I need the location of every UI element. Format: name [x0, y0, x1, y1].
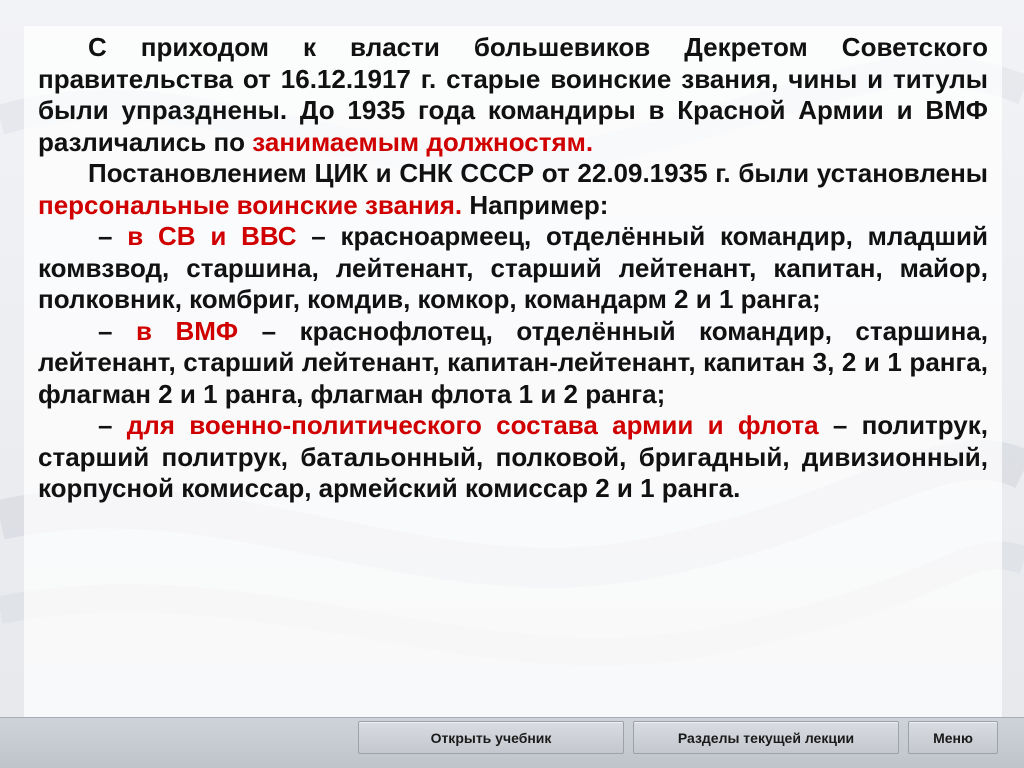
list-item-ground-air [38, 221, 988, 316]
ranks-navy: – краснофлотец, отделённый командир, старшина, лейтенант, старший лейтенант, капитан-лейтенант, капитан 3, 2 и 1 ранга, флагман 2 и 1 ранга, флагман флота 1 и 2 ранга; [38, 315, 988, 409]
list-dash: – [98, 221, 128, 251]
slide-text [38, 32, 988, 505]
list-item-political [38, 410, 988, 505]
highlight-ground-air: в СВ и ВВС [127, 221, 297, 251]
ranks-ground-air: – красноармеец, отделённый командир, младший комвзвод, старшина, лейтенант, старший лейтенант, капитан, майор, полковник, комбриг, комдив, комкор, командарм 2 и 1 ранга; [38, 221, 988, 314]
paragraph-decree-example: Например: [462, 189, 609, 220]
highlight-personal-ranks: персональные воинские звания. [38, 189, 463, 220]
open-textbook-button[interactable]: Открыть учебник [358, 721, 624, 754]
paragraph-abolition [38, 32, 988, 158]
lecture-sections-button[interactable]: Разделы текущей лекции [633, 721, 899, 754]
paragraph-abolition-text: С приходом к власти большевиков Декретом Советского правительства от 16.12.1917 г. старые воинские звания, чины и титулы были упразднены. До 1935 года командиры в Красной Армии и ВМФ различались по [38, 32, 988, 157]
list-item-navy [38, 316, 988, 411]
ranks-political: – политрук, старший политрук, батальонный, полковой, бригадный, дивизионный, корпусной комиссар, армейский комиссар 2 и 1 ранга. [38, 410, 988, 503]
paragraph-decree-1935 [38, 158, 988, 221]
highlight-navy: в ВМФ [135, 315, 239, 346]
list-dash: – [98, 410, 127, 440]
highlight-positions: занимаемым должностям. [252, 126, 594, 157]
list-dash: – [98, 315, 136, 346]
menu-button[interactable]: Меню [908, 721, 998, 754]
paragraph-decree-text: Постановлением ЦИК и СНК СССР от 22.09.1935 г. были установлены [88, 158, 988, 188]
content-panel [24, 26, 1002, 721]
highlight-political: для военно-политического состава армии и флота [126, 410, 819, 440]
